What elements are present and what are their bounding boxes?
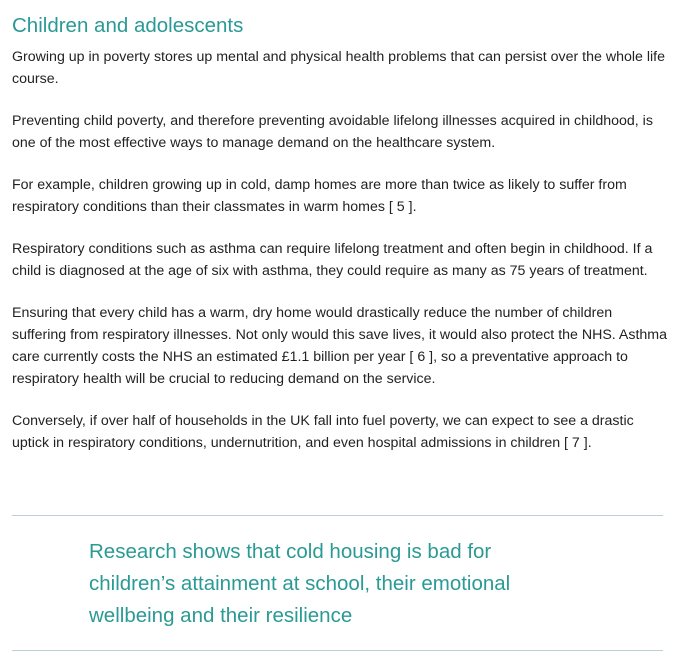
pull-quote-bottom-divider	[12, 650, 663, 651]
paragraph-cold-damp-homes: For example, children growing up in cold, damp homes are more than twice as likely to suffer from respiratory conditions than their classmates in warm homes [ 5 ].	[12, 177, 627, 215]
paragraph-fuel-poverty: Conversely, if over half of households in the UK fall into fuel poverty, we can expect to see a drastic uptick in respiratory conditions, undernutrition, and even hospital admissions in children [ 7 ].	[12, 413, 634, 451]
paragraph-poverty-health: Growing up in poverty stores up mental and physical health problems that can persist over the whole life course.	[12, 49, 665, 87]
pull-quote-top-divider	[12, 515, 663, 516]
pull-quote: Research shows that cold housing is bad for children’s attainment at school, their emotional wellbeing and their resilience	[89, 540, 511, 627]
paragraph-warm-dry-home: Ensuring that every child has a warm, dry home would drastically reduce the number of children suffering from respiratory illnesses. Not only would this save lives, it would also protect the NHS. Asthma care currently costs the NHS an estimated £1.1 billion per year [ 6 ], so a preventative approach to respiratory health will be crucial to reducing demand on the service.	[12, 305, 668, 387]
section-heading: Children and adolescents	[12, 14, 244, 37]
article-section	[12, 0, 668, 454]
paragraph-preventing-child-poverty: Preventing child poverty, and therefore preventing avoidable lifelong illnesses acquired in childhood, is one of the most effective ways to manage demand on the healthcare system.	[12, 113, 653, 151]
paragraph-asthma-treatment: Respiratory conditions such as asthma can require lifelong treatment and often begin in childhood. If a child is diagnosed at the age of six with asthma, they could require as many as 75 years of treatment.	[12, 241, 653, 279]
